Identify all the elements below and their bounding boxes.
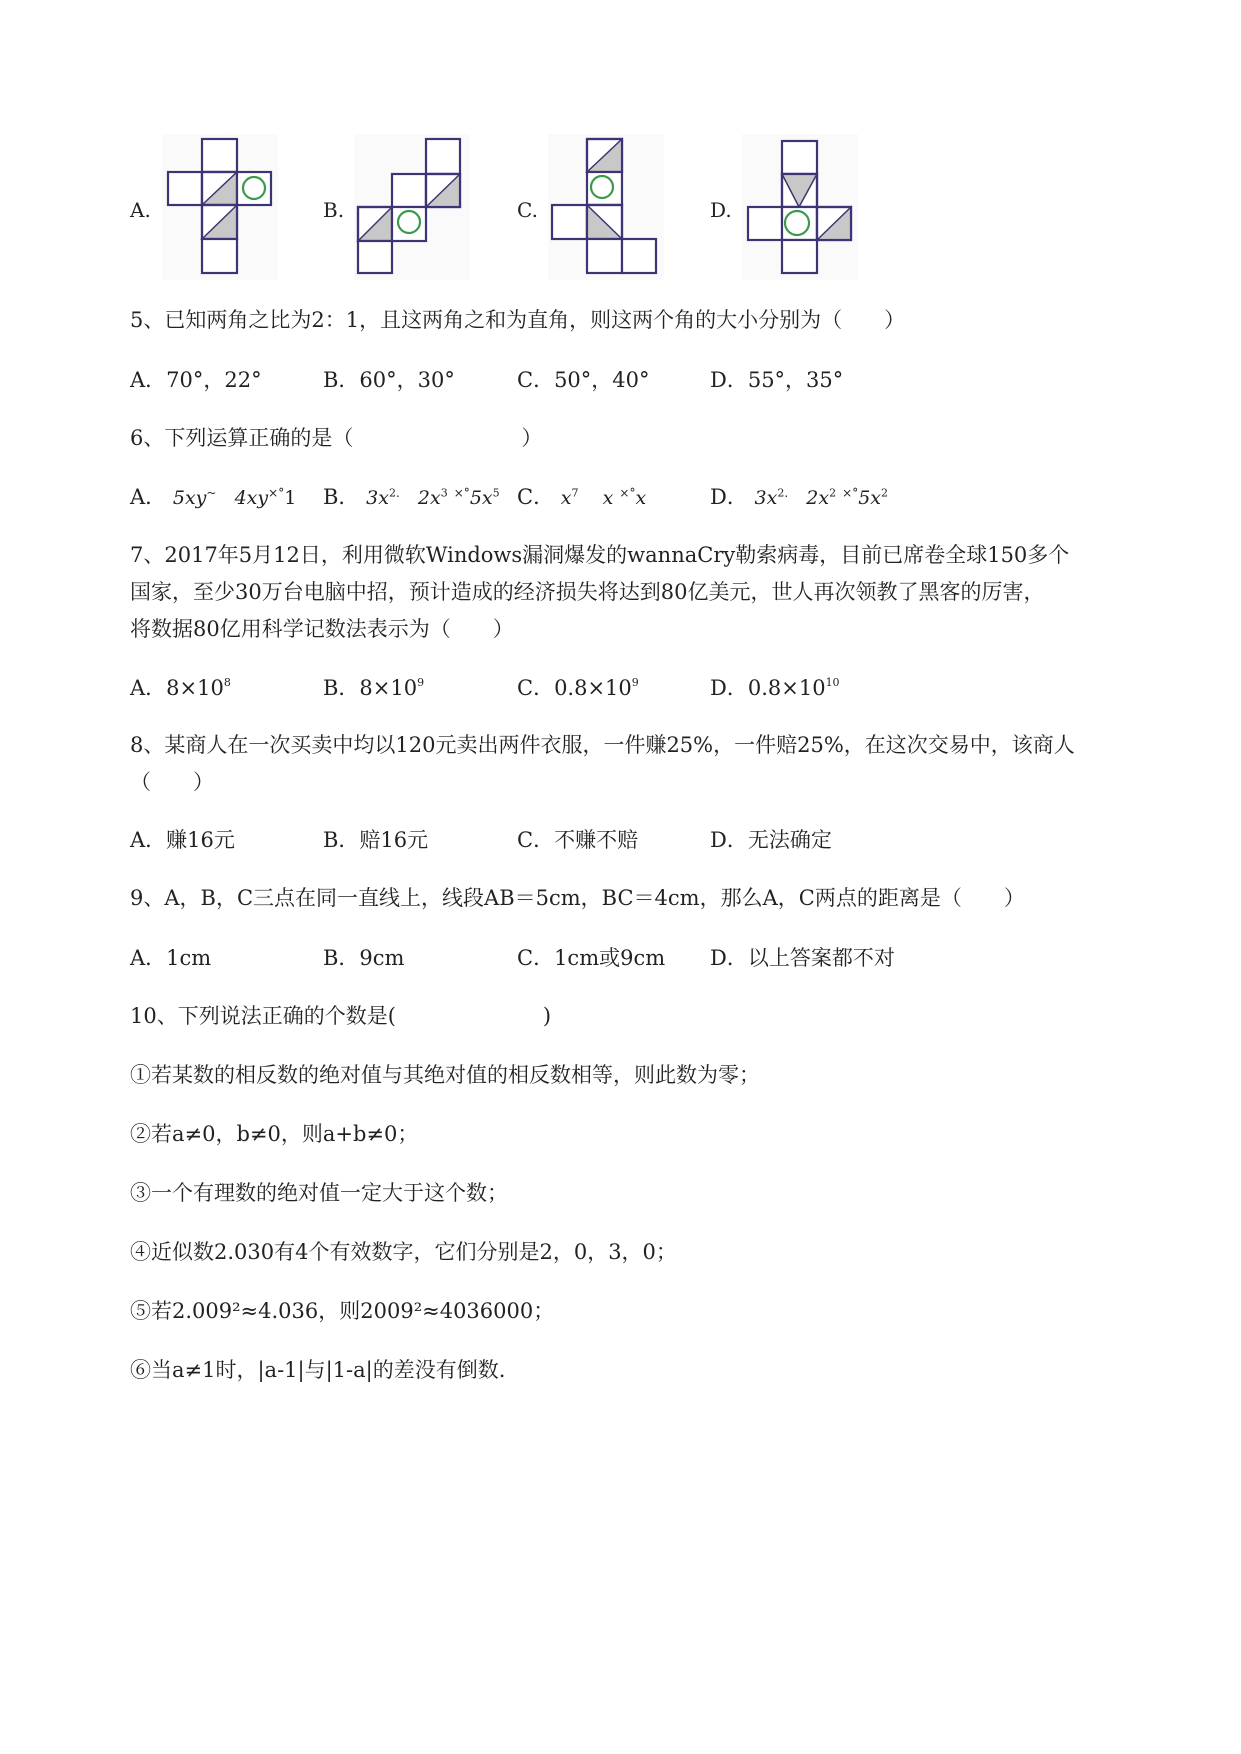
q6-option-d-label: D．: [710, 485, 748, 509]
q5-stem: 5、已知两角之比为2：1，且这两角之和为直角，则这两个角的大小分别为（ ）: [130, 308, 906, 332]
q8-stem-line-1: 8、某商人在一次买卖中均以120元卖出两件衣服，一件赚25%，一件赔25%，在这次交易中，该商人: [130, 733, 1075, 757]
q6-option-a-expression: 5xy~ 4xy×°1: [172, 486, 297, 509]
q6-option-a-label: A．: [130, 485, 167, 509]
q6-option-a: [130, 487, 296, 508]
q6-stem: 6、下列运算正确的是（ ）: [130, 426, 543, 450]
q7-stem-line-2: 国家，至少30万台电脑中招，预计造成的经济损失将达到80亿美元，世人再次领教了黑客的厉害，: [130, 580, 1045, 604]
q8-option-b: B．赔16元: [323, 828, 429, 852]
q9-stem: 9、A，B，C三点在同一直线上，线段AB＝5cm，BC＝4cm，那么A，C两点的距离是（ ）: [130, 886, 1025, 910]
q6-option-c-label: C．: [517, 485, 555, 509]
q10-statement-3: ③一个有理数的绝对值一定大于这个数；: [130, 1181, 508, 1205]
q10-statement-6: ⑥当a≠1时，|a-1|与|1-a|的差没有倒数.: [130, 1358, 506, 1382]
q5-option-b: B．60°，30°: [323, 368, 455, 392]
q6-option-b-label: B．: [323, 485, 360, 509]
q4-option-d-net: [740, 132, 860, 282]
q6-option-b-expression: $3x^{2.}$ $2x^3$ $^{\times^\circ}5x^5$: [366, 486, 500, 509]
q8-stem-line-2: （ ）: [130, 770, 214, 794]
q6-option-b: [323, 487, 500, 508]
q7-stem-line-3: 将数据80亿用科学记数法表示为（ ）: [130, 617, 514, 641]
q10-statement-5: ⑤若2.009²≈4.036，则2009²≈4036000；: [130, 1299, 555, 1323]
q6-option-c: [517, 487, 646, 508]
q7-option-a: A．$8\times 10^8$: [130, 676, 231, 700]
q4-option-a-label: A.: [130, 198, 151, 222]
q7-stem-line-1: 7、2017年5月12日，利用微软Windows漏洞爆发的wannaCry勒索病毒，目前已席卷全球150多个: [130, 543, 1070, 567]
q4-option-a-net: [160, 132, 280, 282]
q4-option-c-net: [546, 132, 666, 282]
q4-option-c-label: C.: [517, 198, 538, 222]
q9-option-c: C．1cm或9cm: [517, 946, 666, 970]
q7-option-d: D．$0.8\times 10^{10}$: [710, 676, 840, 700]
q7-option-c: C．$0.8\times 10^9$: [517, 676, 639, 700]
q5-option-a: A．70°，22°: [130, 368, 262, 392]
q5-option-d: D．55°，35°: [710, 368, 844, 392]
q9-option-b: B．9cm: [323, 946, 405, 970]
q6-option-d-expression: $3x^{2.}$ $2x^2$ $^{\times^\circ}5x^2$: [754, 486, 889, 509]
q4-option-d-label: D.: [710, 198, 732, 222]
q6-option-d: [710, 487, 888, 508]
q7-option-b: B．$8\times 10^9$: [323, 676, 425, 700]
q8-option-c: C．不赚不赔: [517, 828, 639, 852]
q8-option-d: D．无法确定: [710, 828, 832, 852]
q8-option-a: A．赚16元: [130, 828, 235, 852]
q10-stem: 10、下列说法正确的个数是( ): [130, 1004, 552, 1028]
q9-option-a: A．1cm: [130, 946, 212, 970]
q5-option-c: C．50°，40°: [517, 368, 650, 392]
q10-statement-2: ②若a≠0，b≠0，则a+b≠0；: [130, 1122, 419, 1146]
q10-statement-4: ④近似数2.030有4个有效数字，它们分别是2，0，3，0；: [130, 1240, 677, 1264]
q6-option-c-expression: $x^7$ x ×°x: [560, 486, 647, 509]
q10-statement-1: ①若某数的相反数的绝对值与其绝对值的相反数相等，则此数为零；: [130, 1063, 760, 1087]
q4-option-b-label: B.: [323, 198, 345, 222]
q9-option-d: D．以上答案都不对: [710, 946, 895, 970]
q4-option-b-net: [352, 132, 472, 282]
